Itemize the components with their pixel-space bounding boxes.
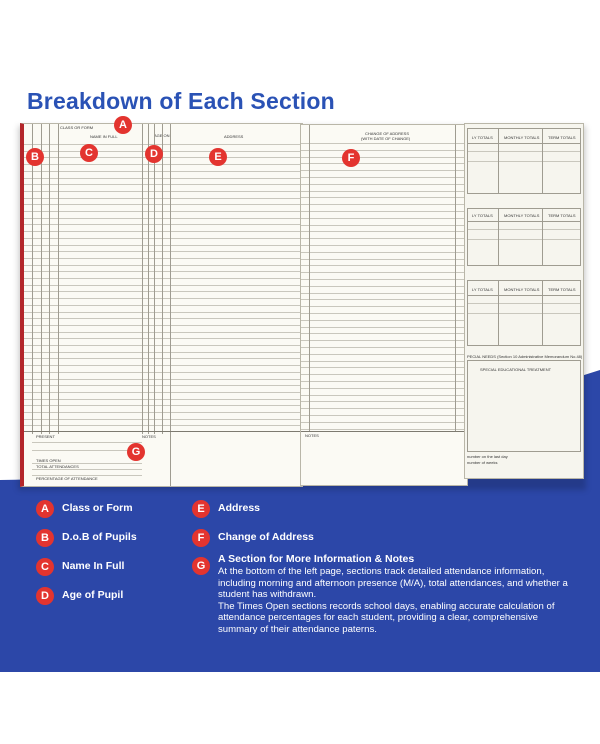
totals-table xyxy=(467,280,581,346)
marker-e: E xyxy=(209,148,227,166)
column-divider xyxy=(498,281,499,345)
ruled-line xyxy=(24,265,302,266)
ruled-line xyxy=(301,429,467,430)
row-rule xyxy=(468,239,580,240)
legend-marker-a: A xyxy=(36,500,54,518)
row-rule xyxy=(32,475,142,476)
marker-a: A xyxy=(114,116,132,134)
name-in-full-header: NAME IN FULL xyxy=(90,134,118,139)
ruled-line xyxy=(24,245,302,246)
column-divider xyxy=(162,124,163,434)
ruled-line xyxy=(24,211,302,212)
ruled-line xyxy=(24,151,302,152)
ruled-line xyxy=(301,293,467,294)
ruled-line xyxy=(24,305,302,306)
ruled-line xyxy=(24,365,302,366)
ruled-line xyxy=(24,425,302,426)
legend-marker-d: D xyxy=(36,587,54,605)
monthly-totals-label: MONTHLY TOTALS xyxy=(504,213,540,218)
row-rule xyxy=(468,313,580,314)
ruled-line xyxy=(24,412,302,413)
row-rule xyxy=(32,469,142,470)
legend-description-paragraph: At the bottom of the left page, sections track detailed attendance information, including morning and afternoon presence (M/A), total attendances, and whether a student has withdrawn. xyxy=(218,566,568,601)
ruled-line xyxy=(301,197,467,198)
ruled-line xyxy=(24,372,302,373)
footer-weeks: number of weeks xyxy=(467,460,498,465)
row-rule xyxy=(32,463,142,464)
ruled-line xyxy=(301,272,467,273)
ruled-line xyxy=(24,332,302,333)
marker-b: B xyxy=(26,148,44,166)
ruled-line xyxy=(301,225,467,226)
ruled-line xyxy=(24,318,302,319)
row-rule xyxy=(32,442,142,443)
ruled-line xyxy=(24,358,302,359)
totals-page xyxy=(464,123,584,479)
ruled-line xyxy=(301,299,467,300)
ruled-line xyxy=(301,361,467,362)
column-divider xyxy=(498,129,499,193)
row-rule xyxy=(468,161,580,162)
marker-g: G xyxy=(127,443,145,461)
column-divider xyxy=(148,124,149,434)
ruled-line xyxy=(24,338,302,339)
row-rule xyxy=(32,450,142,451)
column-divider xyxy=(142,124,143,434)
row-rule xyxy=(468,295,580,296)
ruled-line xyxy=(24,178,302,179)
column-divider xyxy=(58,124,59,434)
ruled-line xyxy=(24,271,302,272)
legend-label: Address xyxy=(218,502,261,514)
term-totals-label: TERM TOTALS xyxy=(548,213,576,218)
ruled-line xyxy=(24,298,302,299)
ruled-line xyxy=(24,164,302,165)
ruled-line xyxy=(301,245,467,246)
ruled-line xyxy=(301,218,467,219)
ruled-line xyxy=(301,340,467,341)
totals-table xyxy=(467,208,581,266)
ruled-line xyxy=(301,388,467,389)
row-rule xyxy=(468,151,580,152)
register-right-page xyxy=(300,124,468,486)
legend-description-paragraph: The Times Open sections records school days, enabling accurate calculation of attendance percentages for each student, providing a clear, comprehensive summary of their attendance paterns. xyxy=(218,600,555,635)
monthly-totals-label: MONTHLY TOTALS xyxy=(504,135,540,140)
ruled-line xyxy=(301,395,467,396)
ruled-line xyxy=(301,374,467,375)
ruled-line xyxy=(24,392,302,393)
ruled-line xyxy=(301,415,467,416)
ruled-line xyxy=(301,143,467,144)
totals-table xyxy=(467,128,581,194)
ruled-line xyxy=(301,327,467,328)
register-left-page xyxy=(20,123,303,487)
ruled-line xyxy=(24,144,302,145)
ruled-line xyxy=(301,150,467,151)
special-educational-box xyxy=(467,360,581,452)
row-rule xyxy=(468,143,580,144)
column-divider xyxy=(542,209,543,265)
ly-totals-label: LY TOTALS xyxy=(472,287,493,292)
age-on-header: AGE ON xyxy=(154,133,170,138)
ly-totals-label: LY TOTALS xyxy=(472,213,493,218)
row-rule xyxy=(468,221,580,222)
ruled-line xyxy=(301,320,467,321)
ruled-line xyxy=(301,231,467,232)
ruled-line xyxy=(301,333,467,334)
class-or-form-header: CLASS OR FORM xyxy=(60,125,94,130)
marker-c: C xyxy=(80,144,98,162)
totals-divider xyxy=(24,431,302,432)
ruled-line xyxy=(301,191,467,192)
ruled-line xyxy=(301,401,467,402)
ruled-line xyxy=(301,238,467,239)
page-title: Breakdown of Each Section xyxy=(27,88,335,114)
legend-label: Change of Address xyxy=(218,531,314,543)
legend-label: Age of Pupil xyxy=(62,589,124,601)
column-divider xyxy=(498,209,499,265)
ruled-line xyxy=(301,204,467,205)
ruled-line xyxy=(301,177,467,178)
ruled-line xyxy=(301,211,467,212)
legend-marker-c: C xyxy=(36,558,54,576)
column-divider xyxy=(309,125,310,431)
ruled-line xyxy=(24,278,302,279)
ruled-line xyxy=(301,170,467,171)
legend-marker-e: E xyxy=(192,500,210,518)
ruled-line xyxy=(24,258,302,259)
ruled-line xyxy=(301,265,467,266)
notes-label: NOTES xyxy=(142,434,156,439)
ruled-line xyxy=(24,419,302,420)
ruled-line xyxy=(24,198,302,199)
column-divider xyxy=(542,281,543,345)
ly-totals-label: LY TOTALS xyxy=(472,135,493,140)
ruled-line xyxy=(24,238,302,239)
column-divider xyxy=(154,124,155,434)
term-totals-label: TERM TOTALS xyxy=(548,135,576,140)
address-header: ADDRESS xyxy=(224,134,244,139)
column-divider xyxy=(41,124,42,434)
ruled-line xyxy=(301,184,467,185)
ruled-line xyxy=(24,218,302,219)
ruled-line xyxy=(24,231,302,232)
legend-marker-f: F xyxy=(192,529,210,547)
legend-label: Name In Full xyxy=(62,560,125,572)
ruled-line xyxy=(24,325,302,326)
ruled-line xyxy=(24,251,302,252)
percentage-label: PERCENTAGE OF ATTENDANCE xyxy=(36,476,98,481)
ruled-line xyxy=(24,379,302,380)
pupil-rows-grid xyxy=(24,144,302,430)
ruled-line xyxy=(24,352,302,353)
present-label: PRESENT xyxy=(36,434,55,439)
marker-f: F xyxy=(342,149,360,167)
ruled-line xyxy=(301,259,467,260)
ruled-line xyxy=(301,279,467,280)
ruled-line xyxy=(24,224,302,225)
ruled-line xyxy=(301,354,467,355)
with-date-of-change-header: (WITH DATE OF CHANGE) xyxy=(361,136,411,141)
change-of-address-header: CHANGE OF ADDRESS xyxy=(365,131,410,136)
footer-last-day: number on the last day xyxy=(467,454,508,459)
ruled-line xyxy=(24,171,302,172)
ruled-line xyxy=(24,285,302,286)
legend-marker-b: B xyxy=(36,529,54,547)
column-divider xyxy=(32,124,33,434)
monthly-totals-label: MONTHLY TOTALS xyxy=(504,287,540,292)
ruled-line xyxy=(24,184,302,185)
address-change-rows xyxy=(301,143,467,431)
ruled-line xyxy=(24,345,302,346)
ruled-line xyxy=(24,405,302,406)
ruled-line xyxy=(301,313,467,314)
ruled-line xyxy=(24,157,302,158)
column-divider xyxy=(455,125,456,431)
ruled-line xyxy=(301,286,467,287)
legend-label: D.o.B of Pupils xyxy=(62,531,137,543)
ruled-line xyxy=(301,347,467,348)
ruled-line xyxy=(301,381,467,382)
special-needs-label: PECIAL NEEDS (Section 10 Administrative Memorandum No.48) xyxy=(467,354,583,359)
ruled-line xyxy=(301,157,467,158)
ruled-line xyxy=(24,204,302,205)
ruled-line xyxy=(24,291,302,292)
term-totals-label: TERM TOTALS xyxy=(548,287,576,292)
ruled-line xyxy=(24,191,302,192)
legend-description xyxy=(218,566,574,636)
row-rule xyxy=(468,229,580,230)
legend-label: A Section for More Information & Notes xyxy=(218,553,415,565)
ruled-line xyxy=(301,163,467,164)
notes-label-right: NOTES xyxy=(305,433,319,438)
row-rule xyxy=(468,303,580,304)
notes-divider xyxy=(301,431,467,432)
legend-label: Class or Form xyxy=(62,502,133,514)
marker-d: D xyxy=(145,145,163,163)
special-treatment-label: SPECIAL EDUCATIONAL TREATMENT xyxy=(480,367,552,372)
total-attendances-label: TOTAL ATTENDANCES xyxy=(36,464,79,469)
column-divider xyxy=(542,129,543,193)
ruled-line xyxy=(24,385,302,386)
column-divider xyxy=(49,124,50,434)
ruled-line xyxy=(24,399,302,400)
ruled-line xyxy=(301,306,467,307)
ruled-line xyxy=(301,252,467,253)
times-open-label: TIMES OPEN xyxy=(36,458,61,463)
ruled-line xyxy=(24,312,302,313)
ruled-line xyxy=(301,367,467,368)
ruled-line xyxy=(301,422,467,423)
ruled-line xyxy=(301,408,467,409)
legend-marker-g: G xyxy=(192,557,210,575)
